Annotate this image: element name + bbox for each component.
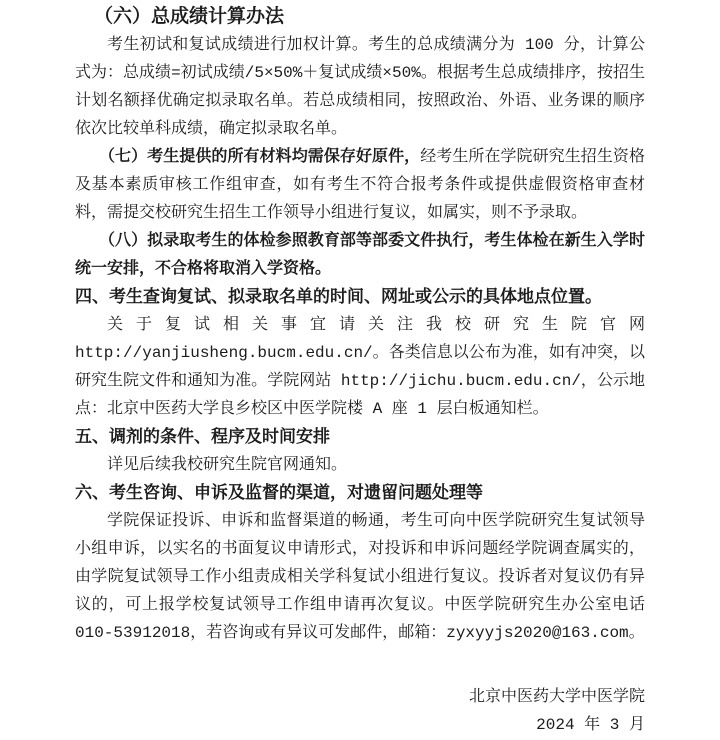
heading-section-6: 六、考生咨询、申诉及监督的渠道，对遗留问题处理等 (75, 483, 483, 502)
para-section-5: 详见后续我校研究生院官网通知。 (107, 456, 348, 474)
para-item-7-body: 经考生所在学院研究生招生资格及基本素质审核工作组审查，如有考生不符合报考条件或提供虚假资格审查材料，需提交校研究生招生工作领导小组进行复议，如属实，则不予录取。 (75, 148, 645, 222)
heading-section-4: 四、考生查询复试、拟录取名单的时间、网址或公示的具体地点位置。 (75, 287, 602, 306)
para-total-score-method: 考生初试和复试成绩进行加权计算。考生的总成绩满分为 100 分，计算公式为：总成绩=初试成绩/5×50%＋复试成绩×50%。根据考生总成绩排序，按招生计划名额择优确定拟录取名单。若总成绩相同，按照政治、外语、业务课的顺序依次比较单科成绩，确定拟录取名单。 (75, 36, 645, 138)
signature-date: 2024 年 3 月 (536, 716, 645, 734)
para-section-6: 学院保证投诉、申诉和监督渠道的畅通，考生可向中医学院研究生复试领导小组申诉，以实名的书面复议申请形式，对投诉和申诉问题经学院调查属实的，由学院复试领导工作小组责成相关学科复试小组进行复议。投诉者对复议仍有异议的，可上报学校复试领导工作组申请再次复议。中医学院研究生办公室电话 010-53912018，若咨询或有异议可发邮件，邮箱：zyxyyjs2020@163.com。 (75, 512, 645, 642)
heading-item-6: （六）总成绩计算办法 (94, 6, 285, 27)
para-section-4: 关于复试相关事宜请关注我校研究生院官网 http://yanjiusheng.bucm.edu.cn/。各类信息以公布为准，如有冲突，以研究生院文件和通知为准。学院网站 http://jichu.bucm.edu.cn/，公示地点：北京中医药大学良乡校区中医学院楼 A 座 1 层白板通知栏。 (75, 316, 645, 418)
para-item-7-bold-lead: （七）考生提供的所有材料均需保存好原件， (99, 148, 421, 165)
signature-block (75, 683, 645, 739)
para-item-8: （八）拟录取考生的体检参照教育部等部委文件执行，考生体检在新生入学时统一安排，不合格将取消入学资格。 (75, 232, 645, 277)
para-item-7 (75, 143, 645, 227)
signature-organization: 北京中医药大学中医学院 (468, 688, 645, 706)
heading-section-5: 五、调剂的条件、程序及时间安排 (75, 427, 330, 446)
